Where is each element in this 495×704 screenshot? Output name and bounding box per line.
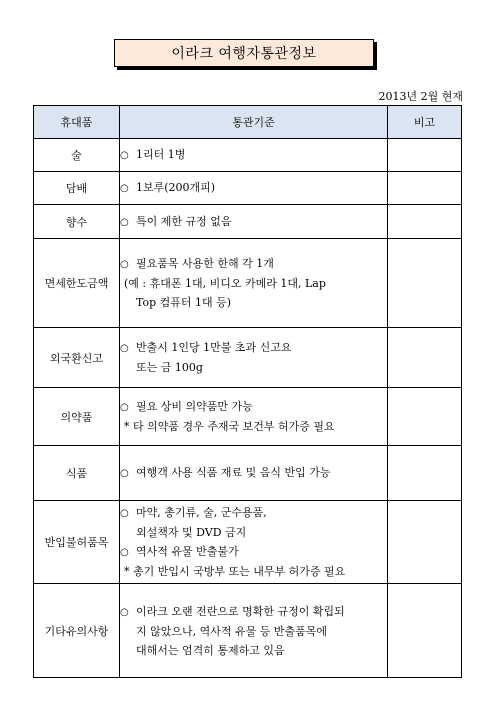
customs-table <box>33 105 462 678</box>
row-standard <box>120 239 388 328</box>
row-remarks <box>388 139 462 172</box>
standard-line: ○ 1보루(200개피) <box>120 178 387 198</box>
row-item: 의약품 <box>34 388 120 446</box>
standard-line: (예 : 휴대폰 1대, 비디오 카메라 1대, Lap <box>124 277 326 290</box>
standard-line: 대해서는 엄격히 통제하고 있음 <box>136 643 285 657</box>
header-standard: 통관기준 <box>120 106 388 139</box>
row-remarks <box>388 172 462 205</box>
row-standard <box>120 584 388 678</box>
date-note: 2013년 2월 현재 <box>378 90 463 103</box>
row-remarks <box>388 501 462 584</box>
row-standard <box>120 501 388 584</box>
table-row <box>34 584 462 678</box>
header-item: 휴대품 <box>34 106 120 139</box>
row-item: 술 <box>34 139 120 172</box>
standard-line: ○ 여행객 사용 식품 재료 및 음식 반입 가능 <box>120 463 387 483</box>
row-standard <box>120 446 388 501</box>
row-remarks <box>388 446 462 501</box>
standard-line: 외설책자 및 DVD 금지 <box>136 526 247 539</box>
row-standard <box>120 205 388 239</box>
standard-line: Top 컴퓨터 1대 등) <box>136 296 232 309</box>
row-item: 면세한도금액 <box>34 239 120 328</box>
row-item: 담배 <box>34 172 120 205</box>
row-remarks <box>388 328 462 388</box>
table-row <box>34 501 462 584</box>
standard-line: ○ 반출시 1인당 1만불 초과 신고요 <box>120 338 387 358</box>
standard-line: 또는 금 100g <box>136 361 203 374</box>
row-remarks <box>388 239 462 328</box>
standard-line: 지 않았으나, 역사적 유물 등 반출품목에 <box>136 624 327 638</box>
standard-line: ○ 마약, 총기류, 술, 군수용품, <box>120 503 387 523</box>
standard-line: ○ 1리터 1병 <box>120 145 387 165</box>
row-item: 향수 <box>34 205 120 239</box>
row-standard <box>120 388 388 446</box>
row-remarks <box>388 205 462 239</box>
table-row <box>34 388 462 446</box>
header-remarks: 비고 <box>388 106 462 139</box>
table-row <box>34 205 462 239</box>
row-item: 외국환신고 <box>34 328 120 388</box>
standard-line: ○ 역사적 유물 반출불가 <box>120 542 387 562</box>
row-item: 반입불허품목 <box>34 501 120 584</box>
table-row <box>34 328 462 388</box>
standard-line: * 총기 반입시 국방부 또는 내무부 허가증 필요 <box>124 565 346 578</box>
standard-line: * 타 의약품 경우 주재국 보건부 허가증 필요 <box>124 420 335 433</box>
row-remarks <box>388 388 462 446</box>
table-row <box>34 239 462 328</box>
row-standard <box>120 139 388 172</box>
table-row <box>34 446 462 501</box>
row-standard <box>120 172 388 205</box>
standard-line: ○ 필요 상비 의약품만 가능 <box>120 397 387 417</box>
row-item: 식품 <box>34 446 120 501</box>
table-header-row <box>34 106 462 139</box>
table-row <box>34 139 462 172</box>
standard-line: ○ 이라크 오랜 전란으로 명확한 규정이 확립되 <box>120 602 387 622</box>
row-item: 기타유의사항 <box>34 584 120 678</box>
page-title: 이라크 여행자통관정보 <box>114 39 374 67</box>
row-standard <box>120 328 388 388</box>
table-row <box>34 172 462 205</box>
row-remarks <box>388 584 462 678</box>
standard-line: ○ 필요품목 사용한 한해 각 1개 <box>120 254 387 274</box>
standard-line: ○ 특이 제한 규정 없음 <box>120 212 387 232</box>
